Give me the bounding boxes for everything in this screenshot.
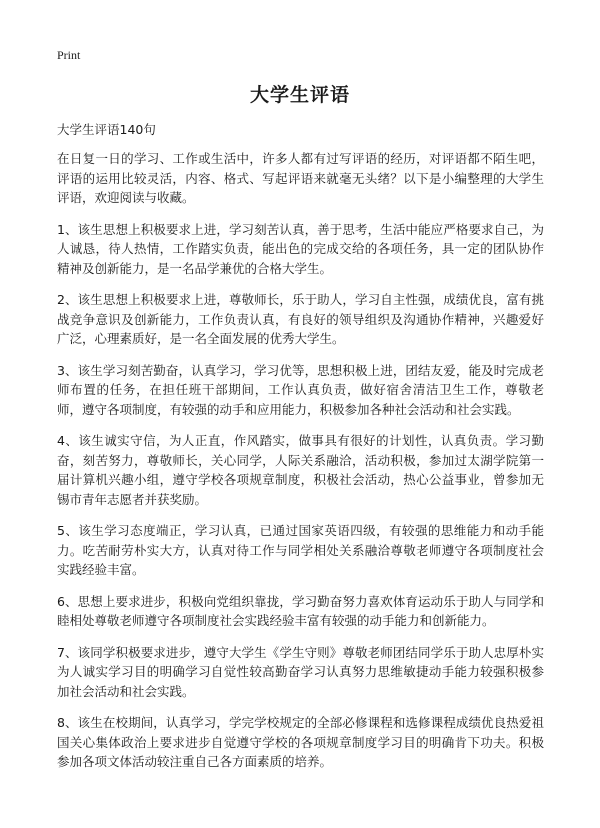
comment-paragraph-8: 8、该生在校期间，认真学习，学完学校规定的全部必修课程和选修课程成绩优良热爱祖国关心集体政治上要求进步自觉遵守学校的各项规章制度学习目的明确肯下功夫。积极参加各项文体活动较注重自己各方面素质的培养。 <box>57 715 544 769</box>
document-subtitle: 大学生评语140句 <box>57 122 156 137</box>
comment-paragraph-3: 3、该生学习刻苦勤奋，认真学习，学习优等，思想积极上进，团结友爱，能及时完成老师布置的任务，在担任班干部期间，工作认真负责，做好宿舍清洁卫生工作，尊敬老师，遵守各项制度，有较强的动手和应用能力，积极参加各种社会活动和社会实践。 <box>57 362 544 417</box>
comment-paragraph-7: 7、该同学积极要求进步，遵守大学生《学生守则》尊敬老师团结同学乐于助人忠厚朴实为人诚实学习目的明确学习自觉性较高勤奋学习认真努力思维敏捷动手能力较强积极参加社会活动和社会实践。 <box>57 644 544 699</box>
document-body <box>57 120 544 784</box>
comment-paragraph-4: 4、该生诚实守信，为人正直，作风踏实，做事具有很好的计划性，认真负责。学习勤奋，刻苦努力，尊敬师长，关心同学，人际关系融洽，活动积极，参加过太湖学院第一届计算机兴趣小组，遵守学校各项规章制度，积极社会活动，热心公益事业，曾参加无锡市青年志愿者并获奖励。 <box>57 433 544 507</box>
comment-paragraph-5: 5、该生学习态度端正，学习认真，已通过国家英语四级，有较强的思维能力和动手能力。吃苦耐劳朴实大方，认真对待工作与同学相处关系融洽尊敬老师遵守各项制度社会实践经验丰富。 <box>57 523 544 577</box>
print-link[interactable]: Print <box>57 48 81 62</box>
comment-paragraph-1: 1、该生思想上积极要求上进，学习刻苦认真，善于思考，生活中能应严格要求自己，为人诚恳，待人热情，工作踏实负责，能出色的完成交给的各项任务，具一定的团队协作精神及创新能力，是一名品学兼优的合格大学生。 <box>57 221 544 276</box>
comment-paragraph-6: 6、思想上要求进步，积极向党组织靠拢，学习勤奋努力喜欢体育运动乐于助人与同学和睦相处尊敬老师遵守各项制度社会实践经验丰富有较强的动手能力和创新能力。 <box>57 593 544 628</box>
comment-paragraph-2: 2、该生思想上积极要求上进，尊敬师长，乐于助人，学习自主性强，成绩优良，富有挑战竞争意识及创新能力，工作负责认真，有良好的领导组织及沟通协作精神，兴趣爱好广泛，心理素质好，是一名全面发展的优秀大学生。 <box>57 292 544 346</box>
page-title: 大学生评语 <box>249 84 350 106</box>
intro-paragraph: 在日复一日的学习、工作或生活中，许多人都有过写评语的经历，对评语都不陌生吧，评语的运用比较灵活，内容、格式、写起评语来就毫无头绪？以下是小编整理的大学生评语，欢迎阅读与收藏。 <box>57 151 544 205</box>
